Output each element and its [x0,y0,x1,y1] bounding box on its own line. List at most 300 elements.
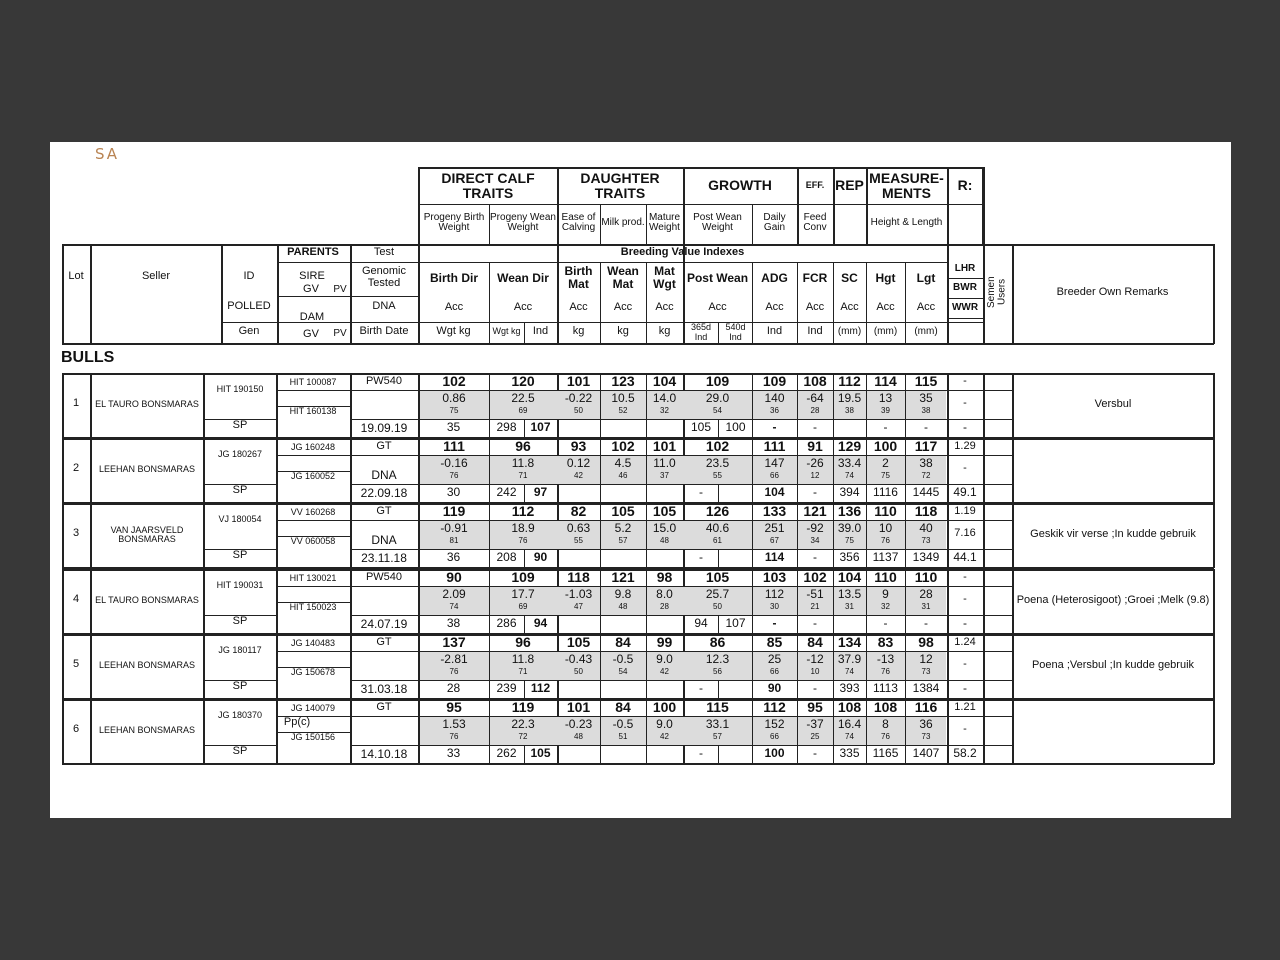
grid-line [600,549,601,567]
ebv-value: 152 [764,717,785,732]
index-value: 101 [566,699,591,716]
lot-number: 1 [72,397,80,410]
index-value: 119 [511,699,535,716]
index-value: 102 [803,569,827,586]
lot-number: 4 [72,593,80,606]
accuracy-value: 72 [921,470,931,480]
accuracy-value: 75 [881,470,890,480]
accuracy-value: 42 [574,470,583,480]
accuracy-value: 47 [574,601,583,611]
index-value: - [963,374,967,387]
accuracy-value: 25 [810,731,820,741]
sire-gv-header: GV [303,282,319,295]
wean_dir-header: Wean Dir [497,270,549,285]
gen-value: SP [232,615,248,628]
grid-line [1213,244,1215,344]
dna-value [351,599,417,614]
r-bottom-value: - [963,616,967,631]
accuracy-value: 57 [713,731,722,741]
grid-line [983,651,1012,652]
accuracy-value: 69 [518,405,528,415]
grid-line [646,745,647,763]
ind-header: Ind [532,325,549,338]
ebv-value: 15.0 [652,521,677,536]
grid-line [983,373,985,438]
pw-365-value: - [699,681,703,696]
index-value: 109 [511,569,535,586]
grid-line [277,262,947,263]
grid-line [947,318,983,319]
ebv-value: 2 [882,456,889,471]
kg-header: kg [572,325,585,338]
animal-id: JG 180267 [217,449,263,460]
dam-id: HIT 150023 [289,602,337,613]
breeder-remarks [1014,440,1212,500]
mm-header: (mm) [914,325,938,337]
r-ebv-value: - [963,658,967,671]
ebv-value: 11.0 [653,456,676,471]
adg-value: - [772,420,777,435]
gen-value: SP [232,484,248,497]
accuracy-value: 42 [660,666,669,676]
ebv-value: 18.9 [511,521,535,536]
breeder-remarks [1014,701,1212,761]
grid-line [983,438,985,503]
index-value: 102 [442,373,466,390]
index-value: 118 [914,503,938,520]
acc-header: Acc [840,301,859,314]
pw-540-value: 107 [725,616,746,631]
ind-header: Ind [766,325,783,338]
dna-value [351,403,417,418]
index-value: 120 [511,373,535,390]
accuracy-value: 32 [660,405,669,415]
ebv-value: 16.4 [837,717,862,732]
ebv-value: 140 [764,391,785,406]
grid-line [983,484,1012,485]
ebv-value: -64 [806,391,824,406]
grid-line [983,569,985,634]
accuracy-value: 38 [845,405,854,415]
r-ebv-value: - [963,462,967,475]
sire-id: JG 140079 [290,702,336,713]
index-value: 104 [837,569,862,586]
wean-weight: 208 [496,550,517,565]
hgt-header: Hgt [875,270,896,285]
wean-weight: 298 [496,420,517,435]
trait-sub-label: Progeny Birth Weight [423,211,485,233]
sc-value [834,616,865,631]
ebv-value: 8.0 [656,587,673,602]
ebv-value: 29.0 [705,391,730,406]
gen-value: SP [232,680,248,693]
index-value: 137 [442,634,466,651]
accuracy-value: 67 [770,535,779,545]
accuracy-value: 31 [845,601,854,611]
r-bottom-value: 49.1 [953,485,977,500]
accuracy-value: 75 [449,405,459,415]
index-value: 101 [566,373,591,390]
grid-line [983,167,985,244]
index-value: - [963,570,967,583]
ebv-value: 12.3 [705,652,730,667]
seller-name: LEEHAN BONSMARAS [98,660,196,671]
index-value: 116 [914,699,938,716]
ebv-value: 33.4 [837,456,862,471]
index-value: 102 [705,438,730,455]
grid-line [947,278,983,279]
animal-id: VJ 180054 [218,514,262,525]
lgt-value: 1445 [912,485,940,500]
acc-header: Acc [444,301,464,314]
ebv-value: 8 [882,717,889,732]
sc-value: 335 [839,746,860,761]
sire-header: SIRE [299,270,325,283]
wean-index: 112 [530,681,551,696]
index-value: 98 [656,569,673,586]
r-bottom-value: 58.2 [953,746,977,761]
index-value: 111 [763,438,786,455]
index-value: 86 [709,634,726,651]
grid-line [983,549,1012,550]
accuracy-value: 36 [770,405,779,415]
sc-value: 393 [839,681,860,696]
index-value: 111 [443,438,465,455]
wean-index: 97 [533,485,548,500]
adg-value: 100 [764,746,785,761]
index-value: 1.21 [954,700,976,713]
ebv-value: 12 [919,652,933,667]
animal-id: JG 180117 [218,645,262,656]
accuracy-value: 10 [810,666,820,676]
grid-line [600,484,601,502]
breeder-remarks: Poena (Heterosigoot) ;Groei ;Melk (9.8) [1016,594,1210,607]
dam-id: JG 150156 [290,732,336,743]
d540-header: 540d Ind [725,322,746,342]
ebv-value: 36 [919,717,933,732]
wean-weight: 286 [496,616,517,631]
index-value: 91 [807,438,823,455]
grid-line [983,503,985,568]
ebv-value: -0.23 [564,717,593,732]
birth-date: 24.07.19 [360,616,408,631]
accuracy-value: 48 [660,535,669,545]
lgt-value: 1407 [912,746,940,761]
sire-id: HIT 130021 [289,572,337,583]
accuracy-value: 66 [770,470,779,480]
index-value: 90 [446,569,462,586]
index-value: 108 [837,699,862,716]
ebv-value: -0.5 [612,717,634,732]
ebv-value: 25 [767,652,782,667]
ebv-value: 28 [919,587,933,602]
index-value: 96 [515,438,531,455]
accuracy-value: 30 [770,601,779,611]
dna-value [351,729,417,744]
trait-sub-label: Daily Gain [763,211,786,233]
accuracy-value: 66 [770,731,779,741]
trait-sub-label: Height & Length [870,216,943,228]
pw-365-value: - [699,550,703,565]
grid-line [62,244,64,344]
accuracy-value: 66 [770,666,779,676]
adg-value: 104 [764,485,785,500]
gen-value: SP [232,549,248,562]
accuracy-value: 54 [713,405,722,415]
sc-header: SC [841,270,858,285]
ebv-value: 2.09 [442,587,466,602]
index-value: 110 [874,503,897,520]
grid-line [646,680,647,698]
animal-id: HIT 190031 [216,580,264,591]
lhr-header: LHR [954,263,976,275]
ebv-value: 40.6 [705,521,730,536]
ebv-value: 4.5 [614,456,632,471]
index-value: 121 [611,569,635,586]
birth-date: 19.09.19 [360,420,408,435]
pw-365-value: - [699,485,703,500]
accuracy-value: 21 [810,601,820,611]
ebv-value: 9.8 [614,587,632,602]
sc-value: 356 [839,550,860,565]
polled-header: POLLED [227,300,271,313]
grid-line [983,615,1012,616]
breeder-remarks: Versbul [1094,398,1132,411]
adg-value: - [772,616,777,631]
index-value: 119 [442,503,466,520]
breeding-value-indexes: Breeding Value Indexes [620,246,745,259]
index-value: 118 [567,569,590,586]
pw-540-value: 100 [725,420,746,435]
sire-id: HIT 100087 [289,376,337,387]
ebv-value: 5.2 [614,521,632,536]
breeder-remarks: Geskik vir verse ;In kudde gebruik [1030,528,1196,541]
birth-date: 31.03.18 [360,681,408,696]
index-value: 82 [570,503,587,520]
accuracy-value: 76 [449,666,459,676]
wgt-kg-header: Wgt kg [436,325,471,338]
grid-line [600,745,601,763]
hgt-value: - [883,616,888,631]
hgt-value: 1165 [872,746,899,761]
trait-group-title: DIRECT CALF TRAITS [441,169,535,201]
index-value: 1.24 [954,635,976,648]
logo-text: SA [95,145,120,163]
index-value: 123 [611,373,635,390]
grid-line [600,419,601,437]
dam-pv-header: PV [333,328,347,340]
wean_mat-header: Wean Mat [607,264,639,291]
test-value: GT [376,504,392,517]
dna-value [351,664,417,679]
remarks-header: Breeder Own Remarks [1056,286,1169,299]
accuracy-value: 56 [713,666,722,676]
ebv-value: -2.81 [440,652,468,667]
trait-group-title: EFF. [805,179,825,190]
gen-header: Gen [238,325,260,338]
ebv-value: 1.53 [442,717,466,732]
hgt-value: 1113 [873,681,898,696]
ebv-value: 251 [764,521,785,536]
lgt-value: 1349 [912,550,940,565]
ebv-value: 9 [882,587,889,602]
trait-group-title: REP [835,177,864,194]
ebv-value: 147 [764,456,785,471]
test-header: Test [373,246,395,259]
grid-line [646,615,647,633]
accuracy-value: 81 [449,535,459,545]
index-value: 104 [652,373,677,390]
accuracy-value: 54 [618,666,628,676]
index-value: 83 [877,634,894,651]
trait-sub-label: Ease of Calving [561,211,596,233]
accuracy-value: 39 [881,405,890,415]
ebv-value: 9.0 [656,652,673,667]
sc-value: 394 [839,485,860,500]
dna-value: DNA [371,533,397,548]
grid-line [1213,569,1215,634]
ebv-value: -1.03 [564,587,593,602]
acc-header: Acc [513,301,533,314]
grid-line [62,343,1214,345]
accuracy-value: 55 [574,535,583,545]
animal-id: JG 180370 [217,710,263,721]
index-value: 84 [615,699,631,716]
accuracy-value: 61 [713,535,722,545]
dam-id: JG 160052 [290,471,336,482]
accuracy-value: 73 [921,666,931,676]
lgt-value: - [924,420,928,435]
accuracy-value: 74 [845,470,854,480]
d365-header: 365d Ind [690,322,712,342]
trait-group-title: GROWTH [708,177,772,194]
fcr-value: - [813,485,817,500]
index-value: 84 [807,634,823,651]
wwr-header: WWR [951,302,979,314]
sire-id: VV 160268 [290,506,336,517]
ebv-value: 37.9 [837,652,862,667]
accuracy-value: 37 [660,470,669,480]
index-value: 105 [705,569,730,586]
index-value: 114 [874,373,897,390]
r-ebv-value: 7.16 [954,527,976,540]
ebv-value: 33.1 [705,717,730,732]
wgt-kg-small-header: Wgt kg [492,326,521,337]
lgt-value: - [924,616,928,631]
breeder-remarks: Poena ;Versbul ;In kudde gebruik [1031,659,1195,672]
trait-sub-label: Feed Conv [803,211,827,233]
index-value: 110 [874,569,897,586]
accuracy-value: 71 [518,666,528,676]
test-value: GT [376,700,392,713]
wean-index: 94 [533,616,548,631]
ebv-value: 0.63 [566,521,591,536]
pw-540-value [719,485,752,500]
ind-header: Ind [807,325,823,338]
accuracy-value: 48 [618,601,628,611]
animal-id: HIT 190150 [216,384,264,395]
grid-line [983,699,985,764]
trait-sub-label [948,206,982,240]
index-value: 105 [652,503,677,520]
seller-name: EL TAURO BONSMARAS [95,399,199,410]
adg-value: 114 [764,550,785,565]
ebv-value: 0.12 [566,456,591,471]
accuracy-value: 31 [921,601,931,611]
ebv-value: 9.0 [656,717,673,732]
seller-header: Seller [141,270,171,283]
birth-weight: 35 [446,420,461,435]
ebv-value: -12 [806,652,824,667]
index-value: 108 [873,699,898,716]
ebv-value: 10.5 [611,391,635,406]
acc-header: Acc [655,301,674,314]
index-value: 117 [914,438,938,455]
grid-line [983,634,985,699]
accuracy-value: 76 [881,666,890,676]
gen-value: SP [232,419,248,432]
index-value: 100 [873,438,898,455]
grid-line [983,680,1012,681]
index-value: 95 [807,699,823,716]
accuracy-value: 75 [845,535,854,545]
accuracy-value: 76 [449,731,459,741]
dam-header: DAM [299,311,325,324]
accuracy-value: 12 [810,470,820,480]
accuracy-value: 50 [574,405,583,415]
fcr-value: - [813,550,817,565]
grid-line [646,549,647,567]
grid-line [1213,438,1215,503]
birth-date-header: Birth Date [359,325,409,338]
acc-header: Acc [765,301,784,314]
grid-line [947,298,983,299]
lot-number: 3 [72,527,80,540]
ebv-value: 17.7 [511,587,535,602]
adg-header: ADG [761,270,788,285]
grid-line [983,455,1012,456]
ebv-value: -0.16 [440,456,468,471]
wean-index: 107 [530,420,551,435]
grid-line [646,484,647,502]
pw-540-value [719,746,752,761]
dam-gv-header: GV [303,327,319,340]
ebv-value: 11.8 [511,652,535,667]
accuracy-value: 74 [845,666,854,676]
grid-line [983,520,1012,521]
grid-line [1213,503,1215,568]
sire-pv-header: PV [333,284,347,296]
hgt-value: 1137 [872,550,899,565]
ebv-value: 10 [878,521,893,536]
grid-line [983,716,1012,717]
birth-weight: 36 [446,550,461,565]
accuracy-value: 57 [618,535,628,545]
index-value: 134 [837,634,862,651]
index-value: 112 [511,503,535,520]
mat_wgt-header: Mat Wgt [653,264,676,291]
index-value: 98 [918,634,934,651]
test-value: GT [376,439,392,452]
fcr-value: - [813,420,817,435]
index-value: 112 [838,373,861,390]
test-value: GT [376,635,392,648]
accuracy-value: 48 [574,731,583,741]
ebv-value: -0.5 [612,652,634,667]
accuracy-value: 38 [921,405,931,415]
index-value: 85 [766,634,783,651]
lot-number: 2 [72,462,80,475]
